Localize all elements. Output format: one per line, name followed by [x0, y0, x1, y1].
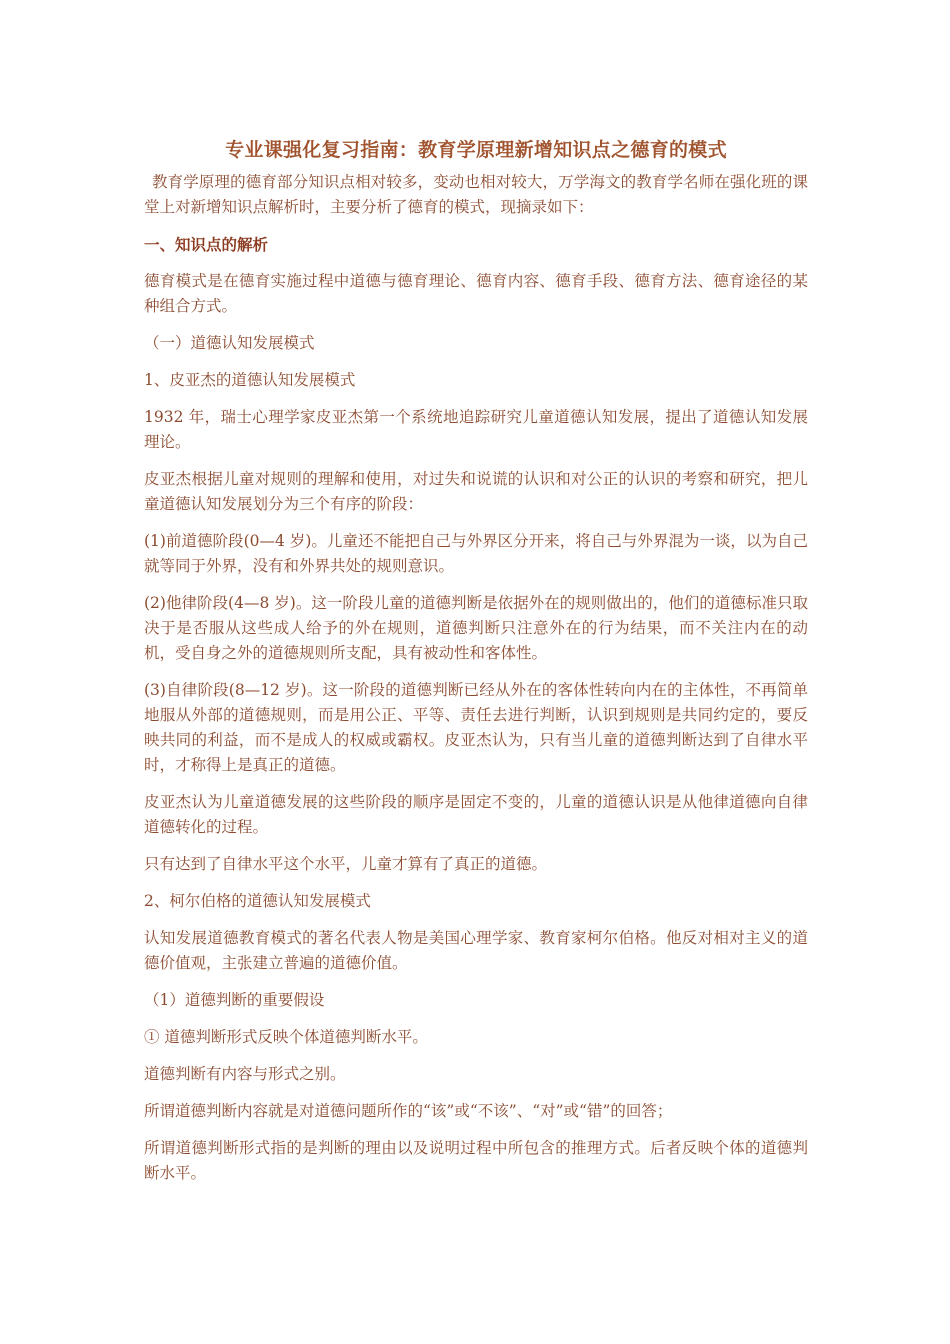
paragraph-kohlberg: 认知发展道德教育模式的著名代表人物是美国心理学家、教育家柯尔伯格。他反对相对主义的道德价值观，主张建立普遍的道德价值。: [144, 929, 808, 972]
intro-paragraph: 教育学原理的德育部分知识点相对较多，变动也相对较大，万学海文的教育学名师在强化班的课堂上对新增知识点解析时，主要分析了德育的模式，现摘录如下：: [144, 173, 808, 216]
paragraph-piaget-stages-intro: 皮亚杰根据儿童对规则的理解和使用，对过失和说谎的认识和对公正的认识的考察和研究，把儿童道德认知发展划分为三个有序的阶段：: [144, 470, 808, 513]
definition-paragraph: 德育模式是在德育实施过程中道德与德育理论、德育内容、德育手段、德育方法、德育途径的某种组合方式。: [144, 272, 808, 315]
subsection-kohlberg: 2、柯尔伯格的道德认知发展模式: [144, 892, 371, 910]
subsection-moral-cognitive-model: （一）道德认知发展模式: [144, 334, 315, 352]
section-heading: 一、知识点的解析: [144, 235, 269, 254]
document-content: [144, 136, 808, 1198]
paragraph-judgment-content: 所谓道德判断内容就是对道德问题所作的“该”或“不该”、“对”或“错”的回答；: [144, 1102, 673, 1120]
paragraph-true-morality: 只有达到了自律水平这个水平，儿童才算有了真正的道德。: [144, 855, 548, 873]
page-title: 专业课强化复习指南：教育学原理新增知识点之德育的模式: [225, 139, 727, 161]
paragraph-judgment-form: 所谓道德判断形式指的是判断的理由以及说明过程中所包含的推理方式。后者反映个体的道德判断水平。: [144, 1139, 808, 1182]
subsection-piaget: 1、皮亚杰的道德认知发展模式: [144, 371, 356, 389]
subsection-moral-judgment-assumptions: （1）道德判断的重要假设: [144, 991, 325, 1009]
paragraph-1932: 1932 年，瑞士心理学家皮亚杰第一个系统地追踪研究儿童道德认知发展，提出了道德认知发展理论。: [144, 408, 808, 451]
stage-heteronomous: (2)他律阶段(4—8 岁)。这一阶段儿童的道德判断是依据外在的规则做出的，他们的道德标准只取决于是否服从这些成人给予的外在规则，道德判断只注意外在的行为结果，而不关注内在的动机，受自身之外的道德规则所支配，具有被动性和客体性。: [144, 594, 808, 662]
stage-autonomous: (3)自律阶段(8—12 岁)。这一阶段的道德判断已经从外在的客体性转向内在的主体性，不再简单地服从外部的道德规则，而是用公正、平等、责任去进行判断，认识到规则是共同约定的，要反映共同的利益，而不是成人的权威或霸权。皮亚杰认为，只有当儿童的道德判断达到了自律水平时，才称得上是真正的道德。: [144, 681, 808, 774]
paragraph-content-vs-form: 道德判断有内容与形式之别。: [144, 1065, 346, 1083]
stage-premoral: (1)前道德阶段(0—4 岁)。儿童还不能把自己与外界区分开来，将自己与外界混为一谈，以为自己就等同于外界，没有和外界共处的规则意识。: [144, 532, 808, 575]
paragraph-stage-order: 皮亚杰认为儿童道德发展的这些阶段的顺序是固定不变的，儿童的道德认识是从他律道德向自律道德转化的过程。: [144, 793, 808, 836]
paragraph-assumption-1: ① 道德判断形式反映个体道德判断水平。: [144, 1028, 428, 1046]
